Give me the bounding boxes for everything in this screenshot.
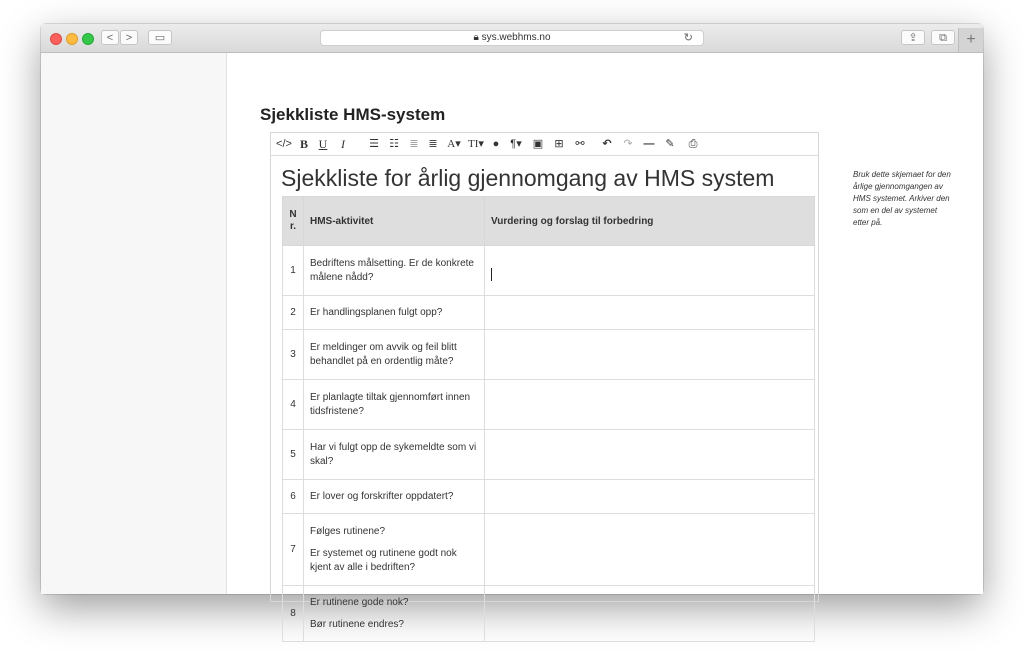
underline-icon[interactable]: U bbox=[318, 137, 328, 151]
new-tab-button[interactable] bbox=[958, 28, 983, 52]
bullet-list-icon[interactable]: ☰ bbox=[369, 138, 379, 150]
rich-text-editor[interactable] bbox=[270, 132, 819, 630]
undo-icon[interactable]: ↶ bbox=[602, 138, 612, 150]
table-row bbox=[283, 246, 815, 296]
outdent-icon[interactable]: ≣ bbox=[409, 138, 419, 150]
activity-text: Er rutinene gode nok? bbox=[310, 596, 409, 608]
assessment-cell[interactable] bbox=[485, 380, 815, 430]
paragraph-icon[interactable]: ¶▾ bbox=[510, 138, 522, 150]
assessment-cell[interactable] bbox=[485, 330, 815, 380]
table-row bbox=[283, 296, 815, 330]
activity-text: Er handlingsplanen fulgt opp? bbox=[310, 306, 443, 318]
header-assessment: Vurdering og forslag til forbedring bbox=[485, 197, 815, 246]
row-activity bbox=[304, 380, 485, 430]
row-activity bbox=[304, 480, 485, 514]
row-number: 7 bbox=[283, 514, 304, 586]
page-content bbox=[227, 53, 983, 630]
row-number: 2 bbox=[283, 296, 304, 330]
activity-text: Er meldinger om avvik og feil blitt behandlet på en ordentlig måte? bbox=[310, 341, 457, 367]
italic-icon[interactable]: I bbox=[341, 137, 345, 151]
row-activity bbox=[304, 514, 485, 586]
help-text: Bruk dette skjemaet for den årlige gjennomgangen av HMS systemet. Arkiver den som en del av systemet etter på. bbox=[853, 170, 951, 227]
table-row bbox=[283, 586, 815, 642]
share-icon: ⇪ bbox=[908, 32, 918, 44]
tabs-icon: ⧉ bbox=[939, 32, 947, 44]
minimize-window-button[interactable] bbox=[66, 33, 78, 45]
sidebar-icon: ▭ bbox=[154, 32, 166, 44]
header-number: N r. bbox=[283, 197, 304, 246]
row-number: 1 bbox=[283, 246, 304, 296]
font-color-icon[interactable]: A▾ bbox=[447, 138, 461, 150]
indent-icon[interactable]: ≣ bbox=[428, 138, 438, 150]
forward-arrow-icon: > bbox=[125, 32, 133, 44]
row-activity bbox=[304, 246, 485, 296]
highlight-drop-icon[interactable]: ● bbox=[492, 138, 500, 150]
bold-icon[interactable]: B bbox=[299, 137, 308, 151]
activity-text: Følges rutinene? bbox=[310, 525, 386, 537]
row-activity bbox=[304, 586, 485, 642]
assessment-cell[interactable] bbox=[485, 586, 815, 642]
assessment-cell[interactable] bbox=[485, 296, 815, 330]
source-code-icon[interactable]: </> bbox=[276, 138, 292, 150]
row-activity bbox=[304, 430, 485, 480]
row-number: 8 bbox=[283, 586, 304, 642]
tabs-button[interactable] bbox=[931, 30, 955, 45]
lock-icon: 🔒︎ bbox=[473, 32, 479, 43]
activity-text: Er lover og forskrifter oppdatert? bbox=[310, 490, 454, 502]
image-icon[interactable]: ▣ bbox=[532, 138, 544, 150]
row-activity bbox=[304, 296, 485, 330]
url-text: sys.webhms.no bbox=[481, 32, 551, 43]
eraser-icon[interactable]: ✎ bbox=[665, 138, 675, 150]
checklist-table bbox=[282, 196, 815, 642]
left-sidebar bbox=[41, 53, 227, 594]
table-row bbox=[283, 330, 815, 380]
editor-toolbar bbox=[271, 133, 818, 156]
font-size-icon[interactable]: TI▾ bbox=[468, 138, 484, 150]
assessment-cell[interactable] bbox=[485, 514, 815, 586]
share-button[interactable] bbox=[901, 30, 925, 45]
redo-icon[interactable]: ↷ bbox=[623, 138, 633, 150]
row-number: 6 bbox=[283, 480, 304, 514]
reload-icon[interactable]: ↻ bbox=[683, 32, 693, 44]
activity-text: Er planlagte tiltak gjennomført innen tidsfristene? bbox=[310, 391, 471, 417]
sidebar-toggle-button[interactable] bbox=[148, 30, 172, 45]
assessment-cell[interactable] bbox=[485, 246, 815, 296]
table-row bbox=[283, 430, 815, 480]
row-number: 3 bbox=[283, 330, 304, 380]
row-activity bbox=[304, 330, 485, 380]
page-title: Sjekkliste HMS-system bbox=[260, 105, 446, 124]
header-activity: HMS-aktivitet bbox=[304, 197, 485, 246]
assessment-cell[interactable] bbox=[485, 480, 815, 514]
back-button[interactable] bbox=[101, 30, 119, 45]
numbered-list-icon[interactable]: ☷ bbox=[389, 138, 399, 150]
address-bar[interactable] bbox=[320, 30, 704, 46]
back-arrow-icon: < bbox=[106, 32, 114, 44]
table-header-row bbox=[283, 197, 815, 246]
horizontal-rule-icon[interactable]: — bbox=[643, 138, 655, 150]
table-icon[interactable]: ⊞ bbox=[554, 138, 564, 150]
print-icon[interactable]: ⎙ bbox=[688, 138, 698, 150]
activity-text: Er systemet og rutinene godt nok kjent av alle i bedriften? bbox=[310, 547, 457, 573]
forward-button[interactable] bbox=[120, 30, 138, 45]
assessment-cell[interactable] bbox=[485, 430, 815, 480]
row-number: 4 bbox=[283, 380, 304, 430]
activity-text: Har vi fulgt opp de sykemeldte som vi skal? bbox=[310, 441, 477, 467]
table-row bbox=[283, 480, 815, 514]
browser-window bbox=[41, 24, 983, 630]
browser-titlebar bbox=[41, 24, 983, 53]
document-title: Sjekkliste for årlig gjennomgang av HMS system bbox=[281, 165, 775, 191]
zoom-window-button[interactable] bbox=[82, 33, 94, 45]
close-window-button[interactable] bbox=[50, 33, 62, 45]
plus-icon: + bbox=[966, 31, 976, 48]
row-number: 5 bbox=[283, 430, 304, 480]
table-row bbox=[283, 380, 815, 430]
activity-text: Bedriftens målsetting. Er de konkrete målene nådd? bbox=[310, 257, 474, 283]
text-caret bbox=[491, 268, 492, 281]
link-icon[interactable]: ⚯ bbox=[575, 138, 585, 150]
activity-text: Bør rutinene endres? bbox=[310, 618, 404, 630]
table-row bbox=[283, 514, 815, 586]
